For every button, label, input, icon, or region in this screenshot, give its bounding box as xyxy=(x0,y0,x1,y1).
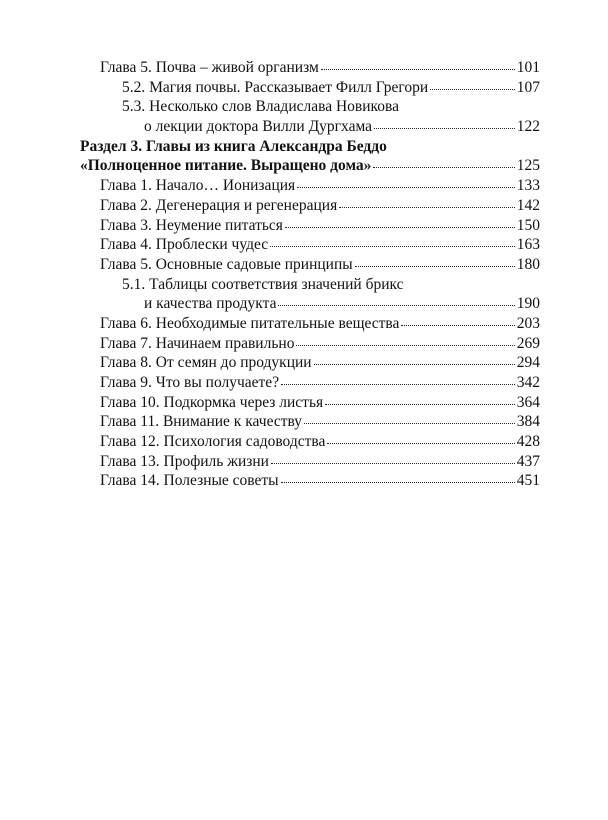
toc-entry-chapter-2 xyxy=(80,196,540,216)
toc-entry-chapter-13 xyxy=(80,452,540,472)
dot-leader xyxy=(296,345,514,346)
toc-entry-chapter-3 xyxy=(80,216,540,236)
toc-entry-title: Глава 8. От семян до продукции xyxy=(100,354,312,372)
toc-entry-chapter-12 xyxy=(80,432,540,452)
toc-page-number: 364 xyxy=(516,393,540,411)
toc-entry-section-5-2 xyxy=(80,78,540,98)
dot-leader xyxy=(314,364,515,365)
toc-page-number: 269 xyxy=(516,334,540,352)
toc-entry-chapter-9 xyxy=(80,373,540,393)
toc-entry-title: Глава 4. Проблески чудес xyxy=(100,236,269,254)
toc-entry-title: о лекции доктора Вилли Дургхама xyxy=(144,118,373,136)
toc-page-number: 122 xyxy=(516,118,540,136)
toc-entry-title: 5.2. Магия почвы. Рассказывает Филл Грегори xyxy=(122,78,429,96)
toc-entry-title: Глава 7. Начинаем правильно xyxy=(100,334,295,352)
dot-leader xyxy=(327,443,514,444)
dot-leader xyxy=(430,89,515,90)
toc-entry-title: Глава 5. Почва – живой организм xyxy=(100,59,319,76)
toc-page-number: 437 xyxy=(516,452,540,470)
toc-entry-title: Глава 5. Основные садовые принципы xyxy=(100,255,353,273)
toc-entry-title: Глава 3. Неумение питаться xyxy=(100,216,283,234)
dot-leader xyxy=(321,69,515,70)
toc-entry-section-5-3-line1: 5.3. Несколько слов Владислава Новикова xyxy=(122,98,400,116)
dot-leader xyxy=(297,187,515,188)
toc-entry-section-5-1-line1: 5.1. Таблицы соответствия значений брикс xyxy=(122,275,404,293)
dot-leader xyxy=(270,246,515,247)
toc-page-number: 107 xyxy=(516,78,540,96)
toc-entry-chapter-5 xyxy=(80,58,540,78)
toc-entry-chapter-8 xyxy=(80,353,540,373)
toc-entry-chapter-14 xyxy=(80,471,540,491)
toc-page-number: 142 xyxy=(516,196,540,214)
toc-page-number: 190 xyxy=(516,295,540,313)
toc-page-number: 133 xyxy=(516,177,540,195)
toc-entry-chapter-4 xyxy=(80,235,540,255)
toc-page-number: 101 xyxy=(516,59,540,76)
dot-leader xyxy=(285,227,515,228)
toc-entry-section-5-1 xyxy=(80,294,540,314)
toc-entry-chapter-7 xyxy=(80,334,540,354)
dot-leader xyxy=(373,167,514,168)
table-of-contents xyxy=(80,58,540,491)
toc-entry-title: Глава 6. Необходимые питательные вещества xyxy=(100,314,400,332)
dot-leader xyxy=(401,325,514,326)
toc-entry-title: Глава 2. Дегенерация и регенерация xyxy=(100,196,338,214)
dot-leader xyxy=(325,404,515,405)
toc-page-number: 203 xyxy=(516,314,540,332)
dot-leader xyxy=(355,266,515,267)
dot-leader xyxy=(339,207,515,208)
toc-page-number: 125 xyxy=(516,157,540,175)
toc-entry-chapter-6 xyxy=(80,314,540,334)
toc-page-number: 180 xyxy=(516,255,540,273)
dot-leader xyxy=(374,128,515,129)
toc-entry-title: «Полноценное питание. Выращено дома» xyxy=(80,157,372,175)
toc-entry-title: Глава 9. Что вы получаете? xyxy=(100,374,280,391)
toc-entry-title: Глава 1. Начало… Ионизация xyxy=(100,177,296,195)
toc-entry-title: Глава 13. Профиль жизни xyxy=(100,452,269,470)
toc-entry-section-5-3 xyxy=(80,117,540,137)
toc-entry-title: и качества продукта xyxy=(144,295,277,313)
toc-part-3 xyxy=(80,156,540,176)
toc-entry-chapter-11 xyxy=(80,412,540,432)
toc-part-3-line1: Раздел 3. Главы из книга Александра Беддо xyxy=(80,137,387,155)
toc-entry-title: Глава 12. Психология садоводства xyxy=(100,433,326,451)
toc-entry-chapter-5b xyxy=(80,255,540,275)
dot-leader xyxy=(271,463,515,464)
toc-page-number: 384 xyxy=(516,413,540,431)
toc-entry-title: Глава 14. Полезные советы xyxy=(100,472,279,490)
toc-entry-chapter-10 xyxy=(80,393,540,413)
toc-entry-title: Глава 10. Подкормка через листья xyxy=(100,393,324,411)
toc-page-number: 428 xyxy=(516,433,540,451)
dot-leader xyxy=(281,384,515,385)
dot-leader xyxy=(304,423,515,424)
toc-page-number: 294 xyxy=(516,354,540,372)
toc-page-number: 150 xyxy=(516,216,540,234)
dot-leader xyxy=(281,482,515,483)
toc-page-number: 163 xyxy=(516,236,540,254)
toc-page-number: 342 xyxy=(516,374,540,391)
toc-page-number: 451 xyxy=(516,472,540,490)
toc-entry-title: Глава 11. Внимание к качеству xyxy=(100,413,303,431)
dot-leader xyxy=(278,305,514,306)
toc-entry-chapter-1 xyxy=(80,176,540,196)
